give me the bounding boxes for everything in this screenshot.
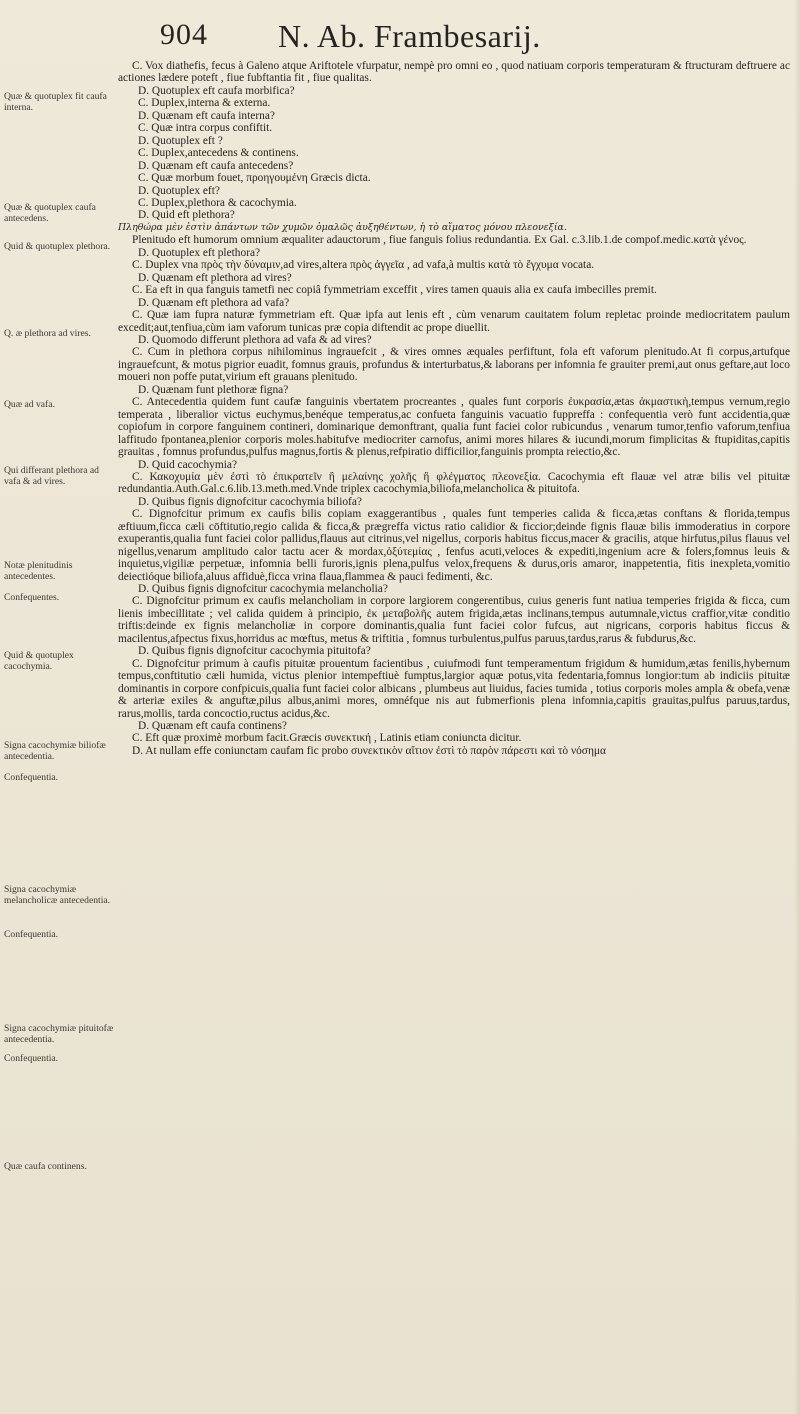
question-line: D. Quotuplex eft?: [138, 184, 220, 197]
text-paragraph: C. Duplex vna πρὸς τὴν δύναμιν,ad vires,altera πρὸς ἀγγεῖα , ad vafa,à multis κατὰ τὸ ἔγχυμα vocata.: [132, 259, 595, 272]
margin-note: Signa cacochymiæ biliofæ antecedentia.: [4, 740, 106, 762]
margin-note: Confequentes.: [4, 592, 60, 603]
margin-note: Quæ & quotuplex caufa antecedens.: [4, 202, 96, 224]
margin-note: Confequentia.: [4, 929, 59, 940]
margin-note: Confequentia.: [4, 772, 59, 783]
greek-citation: Πληθώρα μὲν ἐστὶν ἀπάντων τῶν χυμῶν ὁμαλῶς ἀυξηθέντων, ἡ τὸ αἵματος μόνου πλεονεξία.: [118, 221, 567, 233]
text-paragraph: C. Quæ morbum fouet, προηγουμένη Græcis dicta.: [138, 172, 371, 185]
text-paragraph: C. Dignofcitur primum à caufis pituitæ prouentum facientibus , cuiufmodi funt temperamentum frigidum & humidum,ætas fenilis,hybernum tempus,conftitutio cæli humida, victus plenior intempeftiuè fumptus,largior aquæ potus,vita fedentaria,fomnus longior:tum ab indiciis pituitæ dominantis in corpore confpicuis,qualia funt faciei color albicans , plumbeus aut liuidus, facies tumida , totius corporis moles ampla & obefa,venæ & arteriæ exiles & anguftæ,pilus albus,animi mores, omnéfque nis aut fubmerfionis plena infomnia,capitis grauitas,pulfus paruus,tardus, rarus,mollis, tarda concoctio,ructus acidus,&c.: [118, 657, 790, 720]
margin-note: Signa cacochymiæ pituitofæ antecedentia.: [4, 1023, 114, 1045]
question-line: D. Quomodo differunt plethora ad vafa & ad vires?: [138, 333, 372, 346]
question-line: D. Quænam eft caufa continens?: [138, 720, 287, 733]
page-footer: [170, 1340, 670, 1354]
margin-note: Quæ caufa continens.: [4, 1161, 87, 1172]
margin-note: Quæ & quotuplex fit caufa interna.: [4, 91, 107, 113]
margin-note: Quid & quotuplex cacochymia.: [4, 650, 74, 672]
text-paragraph: C. Duplex,plethora & cacochymia.: [138, 196, 297, 209]
question-line: D. Quænam eft caufa interna?: [138, 109, 275, 122]
text-paragraph: C. Quæ intra corpus confiftit.: [138, 122, 273, 135]
question-line: D. Quænam eft plethora ad vires?: [138, 271, 292, 284]
question-line: D. Quænam funt plethoræ figna?: [138, 383, 289, 396]
text-paragraph: C. Dignofcitur primum ex caufis bilis copiam exaggerantibus , quales funt temperies calida & ficca,ætas conftans & florida,tempus æftiuum,ficca cæli cōftitutio,regio calida & ficca,& prægreffa victus ratio calidior & ficcior;deinde fignis flauæ bilis immoderatius in corpore exuperantis,qualia funt faciei color pallidus,flauus aut citrinus,vel nigellus, corporis habitus ficcus,macer & gracilis, atque hirfutus,pilus flauus vel nigellus,venarum amplitudo calor tactu acer & mordax,ὀξύτεμίας , fenfus acuti,veloces & expediti,ingenium acre & folers,fomnus leuis & inquietus,vigiliæ perpetuæ, infomnia belli furoris,ignis plena,pulfus velox,frequens & durus,oris amaror, inappetentia, fitis inexpleta,vomitio deiectióque biliofa,aluus affiduè,ficca vrina flaua,flammea & pauci fedimenti, &c.: [118, 508, 790, 583]
margin-note: Signa cacochymiæ melancholicæ antecedentia.: [4, 884, 111, 906]
question-line: D. Quotuplex eft plethora?: [138, 246, 261, 259]
text-paragraph: C. Duplex,antecedens & continens.: [138, 147, 299, 160]
question-line: D. Quænam eft plethora ad vafa?: [138, 296, 290, 309]
text-paragraph: C. Cum in plethora corpus nihilominus ingrauefcit , & vires omnes æquales perfiftunt, fola eft vaforum plenitudo.At fi corpus,artufque ingrauefcunt, & motus pigrior euadit, fomnus grauis, profundus & interturbatus,& laborans per infomnia fe grauiter premi,aut onus geftare,aut loco moueri non poffe putat,virium eft grauans plenitudo.: [118, 346, 790, 384]
main-text: [118, 60, 790, 757]
text-paragraph: D. At nullam effe coniunctam caufam fic probo συνεκτικὸν αἴτιον ἐστὶ τὸ παρὸν πάρεστι καὶ τὸ νόσημα: [132, 744, 606, 757]
margin-note: Quæ ad vafa.: [4, 399, 55, 410]
question-line: D. Quotuplex eft caufa morbifica?: [138, 84, 295, 97]
margin-note: Quid & quotuplex plethora.: [4, 241, 111, 252]
question-line: D. Quid eft plethora?: [138, 209, 235, 222]
page-header: [150, 18, 670, 58]
margin-note: Q. æ plethora ad vires.: [4, 328, 91, 339]
margin-note: Qui differant plethora ad vafa & ad vires.: [4, 465, 99, 487]
question-line: D. Quibus fignis dignofcitur cacochymia pituitofa?: [138, 645, 371, 658]
margin-note: Notæ plenitudinis antecedentes.: [4, 560, 73, 582]
text-paragraph: C. Duplex,interna & externa.: [138, 97, 271, 110]
question-line: D. Quibus fignis dignofcitur cacochymia biliofa?: [138, 495, 362, 508]
margin-note: Confequentia.: [4, 1053, 59, 1064]
page-edge-shadow: [794, 0, 800, 1414]
text-paragraph: C. Quæ iam fupra naturæ fymmetriam eft. Quæ ipfa aut lenis eft , cùm venarum cauitatem folum repletac proinde mediocritatem paulum excedit;aut,tenfiua,cùm iam vaforum tunicas præ copia diftendit ac prope diuellit.: [118, 309, 790, 334]
question-line: D. Quibus fignis dignofcitur cacochymia melancholia?: [138, 583, 388, 596]
text-paragraph: Plenitudo eft humorum omnium æqualiter adauctorum , fiue fanguis folius redundantia. Ex Gal. c.3.lib.1.de compof.medic.κατὰ γένος.: [132, 234, 747, 247]
text-paragraph: C. Κακοχυμία μὲν ἐστὶ τὸ ἐπικρατεῖν ἢ μελαίνης χολῆς ἢ φλέγματος πλεονεξία. Cacochymia eft flauæ vel atræ bilis vel pituitæ redundantia.Auth.Gal.c.6.lib.13.meth.med.Vnde triplex cacochymia,biliofa,melancholica & pituitofa.: [118, 470, 790, 496]
running-title: N. Ab. Frambesarij.: [278, 18, 541, 54]
page-number: 904: [160, 18, 208, 51]
text-paragraph: C. Vox diathefis, fecus à Galeno atque Ariftotele vfurpatur, nempè pro omni eo , quod natiuam corporis temperaturam & ftructuram deftruere ac actiones lædere poteft , fiue fubftantia fit , fiue qualitas.: [118, 60, 790, 85]
question-line: D. Quid cacochymia?: [138, 458, 237, 471]
question-line: D. Quænam eft caufa antecedens?: [138, 159, 294, 172]
text-paragraph: C. Eft quæ proximè morbum facit.Græcis συνεκτική , Latinis etiam coniuncta dicitur.: [132, 732, 522, 745]
text-paragraph: C. Dignofcitur primum ex caufis melancholiam in corpore largiorem congerentibus, cuius generis funt natiua temperies frigida & ficca, cum lienis imbecillitate ; vel calida quidem à principio, ἐκ μεταβολῆς autem frigida,ætas inclinans,tempus autumnale,victus craffior,vitæ conditio triftis:deinde ex fignis melancholiæ in corpore dominantis,qualia funt faciei color fufcus, aut nigricans, corporis habitus ficcus & macilentus,afpectus fixus,horridus ac mœftus, metus & triftitia , fomnus turbulentus,pulfus paruus,tardus,rarus & fubdurus,&c.: [118, 595, 790, 645]
text-paragraph: C. Ea eft in qua fanguis tametfi nec copiâ fymmetriam exceffit , vires tamen quauis alia ex caufa imbecilles premit.: [132, 284, 657, 297]
text-paragraph: C. Antecedentia quidem funt caufæ fanguinis vbertatem procreantes , quales funt corporis ἐυκρασία,ætas ἀκμαστικὴ,tempus vernum,regio temperata , liberalior victus euchymus,benéque temperatus,ac confueta fanguinis vacuatio fuppreffa : confequentia verò funt accidentia,quæ copiofum in corpore fanguinem contineri, dominarique demonftrant, qualia funt faciei color rubicundus , venarum tumor,tenfio vaforum,tenfiua laffitudo fpontanea,plenior corporis moles.habitufve mediocriter carnofus, animi mores hilares & iucundi,morum fimplicitas & ftupiditas,capitis grauitas , fomnus profundus,pulfus magnus,fortis & plenus,refpiratio difficilior,fanguinis prompta reiectio,&c.: [118, 396, 790, 459]
question-line: D. Quotuplex eft ?: [138, 134, 223, 147]
